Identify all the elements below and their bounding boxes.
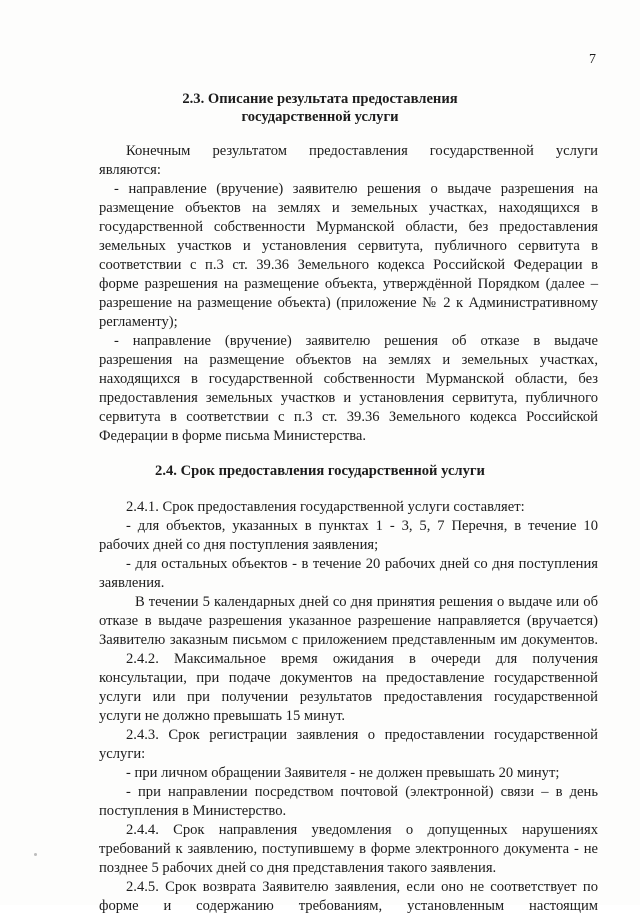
paragraph-line: 2.4.1. Срок предоставления государственной услуги составляет: (126, 499, 525, 515)
paragraph-line: 2.4.3. Срок регистрации заявления о предоставлении государственной (126, 727, 598, 743)
page-number: 7 (589, 52, 596, 67)
paragraph-line: земельных участков и установления сервитута, публичного сервитута в (99, 238, 598, 254)
paragraph-line: - для объектов, указанных в пунктах 1 - 3, 5, 7 Перечня, в течение 10 (126, 518, 598, 534)
paragraph-line: находящихся в государственной собственности Мурманской области, без (99, 371, 598, 387)
paragraph-line: услуги не должно превышать 15 минут. (99, 708, 346, 724)
paragraph-line: рабочих дней со дня поступления заявления; (99, 537, 379, 553)
paragraph-line: поступления в Министерство. (99, 803, 287, 819)
paragraph-line: услуги: (99, 746, 146, 762)
paragraph-line: Заявителю заказным письмом с приложением представленным им документов. (99, 632, 598, 648)
paragraph-line: разрешения на размещение объектов на землях и земельных участках, (99, 352, 598, 368)
paragraph-line: В течении 5 календарных дней со дня принятия решения о выдаче или об (135, 594, 598, 610)
section-2-4-title: 2.4. Срок предоставления государственной услуги (155, 463, 485, 479)
paragraph-line: - при направлении посредством почтовой (электронной) связи – в день (126, 784, 598, 800)
paragraph-line: - при личном обращении Заявителя - не должен превышать 20 минут; (126, 765, 560, 781)
paragraph-line: предоставления земельных участков и установления сервитута, публичного (99, 390, 598, 406)
paragraph-line: 2.4.5. Срок возврата Заявителю заявления, если оно не соответствует по (126, 879, 598, 895)
paragraph-line: отказе в выдаче разрешения указанное разрешение направляется (вручается) (99, 613, 598, 629)
scan-speck (34, 853, 37, 856)
section-2-3-title-line2: государственной услуги (241, 109, 399, 125)
paragraph-line: размещение объектов на землях и земельных участках, находящихся в (99, 200, 598, 216)
paragraph-line: 2.4.2. Максимальное время ожидания в очереди для получения (126, 651, 598, 667)
paragraph-line: - для остальных объектов - в течение 20 рабочих дней со дня поступления (126, 556, 598, 572)
paragraph-line: - направление (вручение) заявителю решения о выдаче разрешения на (114, 181, 598, 197)
paragraph-line: регламенту); (99, 314, 178, 330)
paragraph-line: Конечным результатом предоставления государственной услуги (126, 143, 598, 159)
paragraph-line: заявления. (99, 575, 165, 591)
paragraph-line: сервитута в соответствии с п.3 ст. 39.36 Земельного кодекса Российской (99, 409, 598, 425)
paragraph-line: требований к заявлению, поступившему в форме электронного документа - не (99, 841, 598, 857)
paragraph-line: являются: (99, 162, 161, 178)
paragraph-line: консультации, при подаче документов на предоставление государственной (99, 670, 598, 686)
paragraph-line: государственной собственности Мурманской области, без предоставления (99, 219, 598, 235)
paragraph-line: разрешение на размещение объекта) (приложение № 2 к Административному (99, 295, 598, 311)
paragraph-line: - направление (вручение) заявителю решения об отказе в выдаче (114, 333, 598, 349)
paragraph-line: услуги или при получении результатов предоставления государственной (99, 689, 598, 705)
paragraph-line: соответствии с п.3 ст. 39.36 Земельного кодекса Российской Федерации в (99, 257, 598, 273)
paragraph-line: форме разрешения на размещение объекта, утверждённой Порядком (далее – (99, 276, 598, 292)
section-2-3-title-line1: 2.3. Описание результата предоставления (182, 91, 458, 107)
paragraph-line: Федерации в форме письма Министерства. (99, 428, 367, 444)
paragraph-line: позднее 5 рабочих дней со дня представления такого заявления. (99, 860, 497, 876)
paragraph-line: 2.4.4. Срок направления уведомления о допущенных нарушениях (126, 822, 598, 838)
paragraph-line: форме и содержанию требованиям, установленным настоящим (99, 898, 598, 914)
